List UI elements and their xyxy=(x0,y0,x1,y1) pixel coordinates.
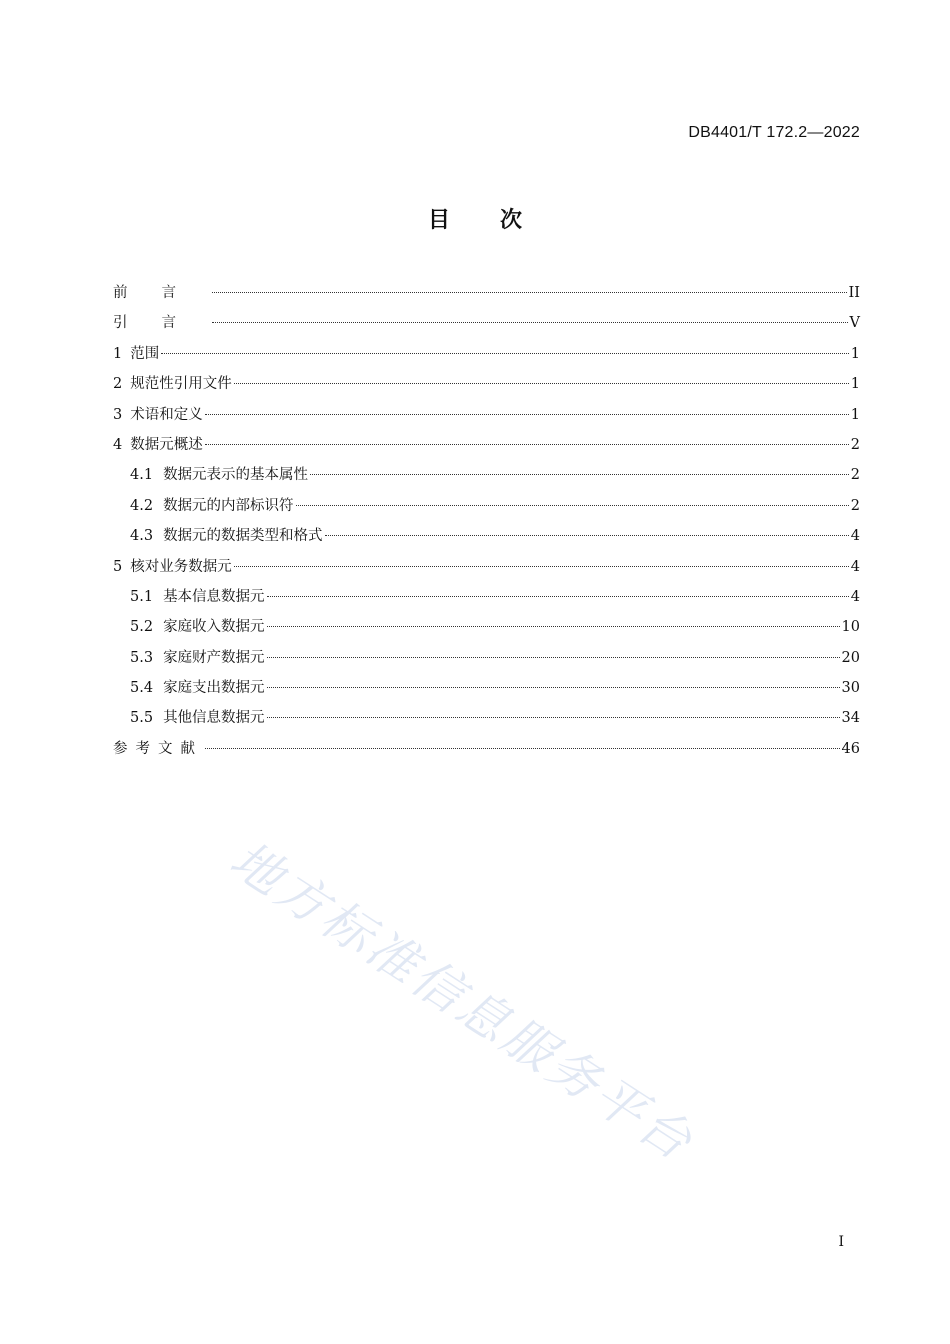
toc-entry-number: 4.3 xyxy=(130,528,154,545)
toc-entry-number: 5.3 xyxy=(130,649,154,666)
toc-leader-dots xyxy=(205,748,840,749)
toc-entry[interactable] xyxy=(113,586,860,616)
toc-entry-label: 引言 xyxy=(113,315,210,332)
toc-entry-label: 家庭收入数据元 xyxy=(163,619,265,636)
toc-leader-dots xyxy=(205,444,849,445)
document-code: DB4401/T 172.2—2022 xyxy=(688,124,860,141)
toc-entry-page: V xyxy=(849,315,860,332)
toc-entry-page: 10 xyxy=(841,619,860,636)
toc-leader-dots xyxy=(234,566,849,567)
toc-entry-label: 数据元概述 xyxy=(130,436,203,453)
toc-entry[interactable] xyxy=(113,464,860,494)
toc-entry-label: 家庭财产数据元 xyxy=(163,649,265,666)
toc-entry[interactable] xyxy=(113,677,860,707)
toc-entry-number: 4 xyxy=(113,436,123,453)
toc-entry-label: 前言 xyxy=(113,285,210,301)
toc-entry-number: 1 xyxy=(113,345,123,362)
toc-entry-number: 2 xyxy=(113,376,123,393)
toc-leader-dots xyxy=(310,474,849,475)
toc-entry[interactable] xyxy=(113,738,860,768)
toc-leader-dots xyxy=(267,596,849,597)
toc-entry[interactable] xyxy=(113,556,860,586)
toc-entry[interactable] xyxy=(113,495,860,525)
toc-entry-label: 家庭支出数据元 xyxy=(163,680,265,697)
toc-leader-dots xyxy=(325,535,849,536)
toc-entry-number: 3 xyxy=(113,406,123,423)
toc-entry-page: 34 xyxy=(841,710,860,727)
toc-entry-page: 4 xyxy=(850,528,860,545)
toc-entry[interactable] xyxy=(113,404,860,434)
toc-entry[interactable] xyxy=(113,434,860,464)
toc-entry-label: 范围 xyxy=(130,345,160,362)
toc-entry-number: 5 xyxy=(113,558,123,575)
toc-entry[interactable] xyxy=(113,373,860,403)
toc-leader-dots xyxy=(296,505,849,506)
table-of-contents xyxy=(113,282,860,768)
toc-entry-page: 46 xyxy=(841,740,860,757)
toc-leader-dots xyxy=(267,687,840,688)
toc-leader-dots xyxy=(161,353,849,354)
toc-entry-number: 4.2 xyxy=(130,497,154,514)
toc-entry-number: 5.5 xyxy=(130,710,154,727)
toc-entry-page: 2 xyxy=(850,497,860,514)
toc-entry-label: 数据元表示的基本属性 xyxy=(163,467,309,484)
toc-entry-page: 30 xyxy=(841,680,860,697)
toc-leader-dots xyxy=(205,414,849,415)
toc-entry-label: 数据元的内部标识符 xyxy=(163,497,294,514)
toc-entry-page: 1 xyxy=(850,345,860,362)
toc-entry-number: 5.2 xyxy=(130,619,154,636)
toc-entry-page: 20 xyxy=(841,649,860,666)
toc-entry-page: 2 xyxy=(850,467,860,484)
toc-entry-page: 1 xyxy=(850,406,860,423)
toc-entry-label: 核对业务数据元 xyxy=(130,558,232,575)
toc-entry[interactable] xyxy=(113,616,860,646)
title-part-2: 次 xyxy=(500,208,523,233)
toc-entry-page: II xyxy=(848,285,860,301)
toc-entry-page: 4 xyxy=(850,588,860,605)
toc-entry-page: 1 xyxy=(850,376,860,393)
toc-entry-number: 4.1 xyxy=(130,467,154,484)
toc-entry-number: 5.1 xyxy=(130,588,154,605)
toc-leader-dots xyxy=(267,626,840,627)
toc-leader-dots xyxy=(212,322,848,323)
toc-entry[interactable] xyxy=(113,707,860,737)
toc-entry-label: 术语和定义 xyxy=(130,406,203,423)
toc-entry-label: 规范性引用文件 xyxy=(130,376,232,393)
toc-leader-dots xyxy=(234,383,849,384)
toc-entry[interactable] xyxy=(113,312,860,342)
toc-leader-dots xyxy=(212,292,847,293)
toc-entry[interactable] xyxy=(113,647,860,677)
toc-entry-number: 5.4 xyxy=(130,680,154,697)
toc-entry-label: 数据元的数据类型和格式 xyxy=(163,528,323,545)
page-number: I xyxy=(838,1234,844,1250)
toc-entry[interactable] xyxy=(113,525,860,555)
toc-entry-page: 2 xyxy=(850,436,860,453)
toc-entry-label: 参考文献 xyxy=(113,740,203,757)
toc-leader-dots xyxy=(267,717,840,718)
title-part-1: 目 xyxy=(427,208,450,233)
watermark: 地方标准信息服务平台 xyxy=(220,830,705,1173)
toc-entry[interactable] xyxy=(113,343,860,373)
toc-entry-label: 其他信息数据元 xyxy=(163,710,265,727)
toc-entry[interactable] xyxy=(113,282,860,312)
toc-entry-page: 4 xyxy=(850,558,860,575)
page-title xyxy=(0,203,950,234)
toc-entry-label: 基本信息数据元 xyxy=(163,588,265,605)
toc-leader-dots xyxy=(267,657,840,658)
